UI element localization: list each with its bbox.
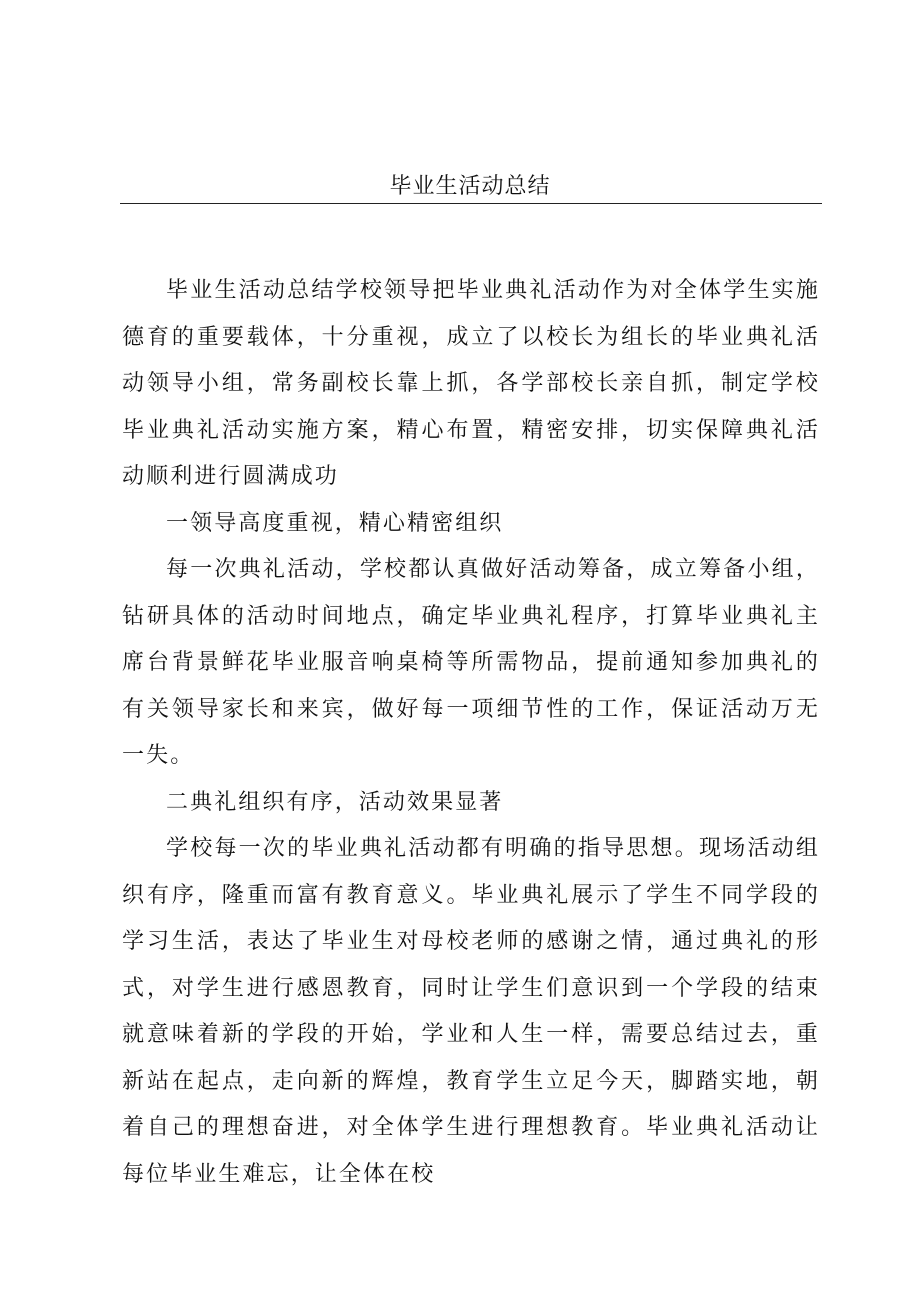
document-body bbox=[122, 268, 820, 1198]
title-underline bbox=[120, 203, 822, 204]
paragraph-section-2: 学校每一次的毕业典礼活动都有明确的指导思想。现场活动组织有序，隆重而富有教育意义。毕业典礼展示了学生不同学段的学习生活，表达了毕业生对母校老师的感谢之情，通过典礼的形式，对学生进行感恩教育，同时让学生们意识到一个学段的结束就意味着新的学段的开始，学业和人生一样，需要总结过去，重新站在起点，走向新的辉煌，教育学生立足今天，脚踏实地，朝着自己的理想奋进，对全体学生进行理想教育。毕业典礼活动让每位毕业生难忘，让全体在校 bbox=[122, 836, 820, 1187]
section-heading-1: 一领导高度重视，精心精密组织 bbox=[166, 510, 504, 536]
section-heading-2: 二典礼组织有序，活动效果显著 bbox=[166, 789, 504, 815]
paragraph-intro: 毕业生活动总结学校领导把毕业典礼活动作为对全体学生实施德育的重要载体，十分重视，成立了以校长为组长的毕业典礼活动领导小组，常务副校长靠上抓，各学部校长亲自抓，制定学校毕业典礼活动实施方案，精心布置，精密安排，切实保障典礼活动顺利进行圆满成功 bbox=[122, 278, 820, 489]
paragraph-section-1: 每一次典礼活动，学校都认真做好活动筹备，成立筹备小组，钻研具体的活动时间地点，确定毕业典礼程序，打算毕业典礼主席台背景鲜花毕业服音响桌椅等所需物品，提前通知参加典礼的有关领导家长和来宾，做好每一项细节性的工作，保证活动万无一失。 bbox=[122, 557, 820, 768]
document-title: 毕业生活动总结 bbox=[389, 174, 551, 199]
